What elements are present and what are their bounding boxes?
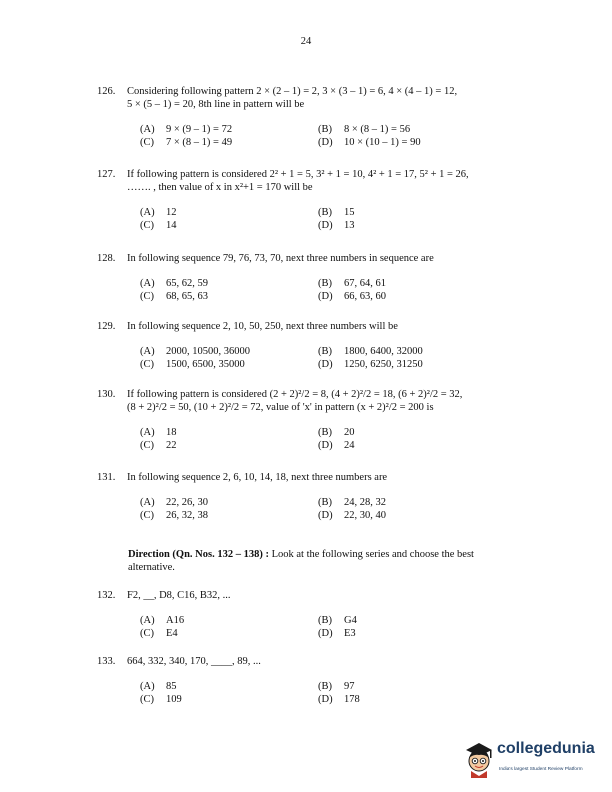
question-129 (97, 320, 517, 371)
question-130 (97, 388, 517, 452)
option-c: (C) 7 × (8 – 1) = 49 (140, 137, 233, 148)
question-text (127, 589, 517, 602)
option-c: (C) 14 (140, 220, 177, 231)
option-c: (C) 1500, 6500, 35000 (140, 359, 245, 370)
question-128 (97, 252, 517, 303)
option-c: (C) 68, 65, 63 (140, 291, 208, 302)
options (140, 206, 517, 232)
option-a: (A) 85 (140, 681, 177, 692)
logo-wordmark: collegedunia (497, 740, 595, 757)
question-text (127, 85, 517, 111)
option-b: (B) 97 (318, 681, 355, 692)
question-line: In following sequence 2, 10, 50, 250, next three numbers will be (127, 321, 398, 332)
question-text (127, 168, 517, 194)
option-a: (A) 9 × (9 – 1) = 72 (140, 124, 233, 135)
option-d: (D) 13 (318, 220, 355, 231)
option-b: (B) 67, 64, 61 (318, 278, 386, 289)
option-d: (D) 66, 63, 60 (318, 291, 386, 302)
option-b: (B) 1800, 6400, 32000 (318, 346, 423, 357)
page-number: 24 (300, 36, 312, 47)
options (140, 123, 517, 149)
question-line: 664, 332, 340, 170, ____, 89, ... (127, 656, 261, 667)
question-number: 128. (97, 253, 116, 264)
options (140, 496, 517, 522)
question-131 (97, 471, 517, 522)
option-a: (A) 2000, 10500, 36000 (140, 346, 250, 357)
option-d: (D) 178 (318, 694, 360, 705)
question-127 (97, 168, 517, 232)
option-c: (C) 26, 32, 38 (140, 510, 208, 521)
options (140, 614, 517, 640)
options (140, 345, 517, 371)
question-line: If following pattern is considered (2 + 2)²/2 = 8, (4 + 2)²/2 = 18, (6 + 2)²/2 = 32, (127, 389, 463, 400)
question-line: If following pattern is considered 2² + 1 = 5, 3² + 1 = 10, 4² + 1 = 17, 5² + 1 = 26, (127, 169, 469, 180)
question-line: In following sequence 2, 6, 10, 14, 18, next three numbers are (127, 472, 388, 483)
question-line: 5 × (5 – 1) = 20, 8th line in pattern will be (127, 99, 305, 110)
question-text (127, 388, 517, 414)
question-text (127, 320, 517, 333)
option-d: (D) E3 (318, 628, 356, 639)
options (140, 680, 517, 706)
option-b: (B) 8 × (8 – 1) = 56 (318, 124, 411, 135)
options (140, 426, 517, 452)
mascot-icon (462, 738, 496, 778)
question-line: ……. , then value of x in x²+1 = 170 will be (127, 182, 313, 193)
direction-text: Look at the following series and choose the best alternative. (128, 549, 474, 573)
collegedunia-logo (462, 738, 607, 778)
option-b: (B) 24, 28, 32 (318, 497, 386, 508)
option-d: (D) 24 (318, 440, 355, 451)
options (140, 277, 517, 303)
question-number: 131. (97, 472, 116, 483)
option-a: (A) 65, 62, 59 (140, 278, 208, 289)
option-b: (B) G4 (318, 615, 357, 626)
question-number: 126. (97, 86, 116, 97)
question-126 (97, 85, 517, 149)
option-a: (A) 22, 26, 30 (140, 497, 208, 508)
question-line: In following sequence 79, 76, 73, 70, next three numbers in sequence are (127, 253, 434, 264)
question-133 (97, 655, 517, 706)
option-d: (D) 22, 30, 40 (318, 510, 386, 521)
option-a: (A) 18 (140, 427, 177, 438)
direction-heading: Direction (Qn. Nos. 132 – 138) : (128, 549, 269, 560)
question-line: F2, __, D8, C16, B32, ... (127, 590, 231, 601)
question-text (127, 655, 517, 668)
option-b: (B) 20 (318, 427, 355, 438)
question-number: 127. (97, 169, 116, 180)
question-132 (97, 589, 517, 640)
option-b: (B) 15 (318, 207, 355, 218)
question-number: 130. (97, 389, 116, 400)
option-c: (C) 22 (140, 440, 177, 451)
option-d: (D) 1250, 6250, 31250 (318, 359, 423, 370)
question-number: 133. (97, 656, 116, 667)
question-text (127, 471, 517, 484)
option-a: (A) 12 (140, 207, 177, 218)
direction-note (128, 548, 523, 574)
option-a: (A) A16 (140, 615, 185, 626)
question-text (127, 252, 517, 265)
option-c: (C) E4 (140, 628, 178, 639)
question-number: 132. (97, 590, 116, 601)
logo-tagline: India's largest Student Review Platform (499, 767, 583, 772)
question-line: (8 + 2)²/2 = 50, (10 + 2)²/2 = 72, value of 'x' in pattern (x + 2)²/2 = 200 is (127, 402, 434, 413)
option-d: (D) 10 × (10 – 1) = 90 (318, 137, 421, 148)
question-number: 129. (97, 321, 116, 332)
option-c: (C) 109 (140, 694, 182, 705)
question-line: Considering following pattern 2 × (2 – 1) = 2, 3 × (3 – 1) = 6, 4 × (4 – 1) = 12, (127, 86, 458, 97)
